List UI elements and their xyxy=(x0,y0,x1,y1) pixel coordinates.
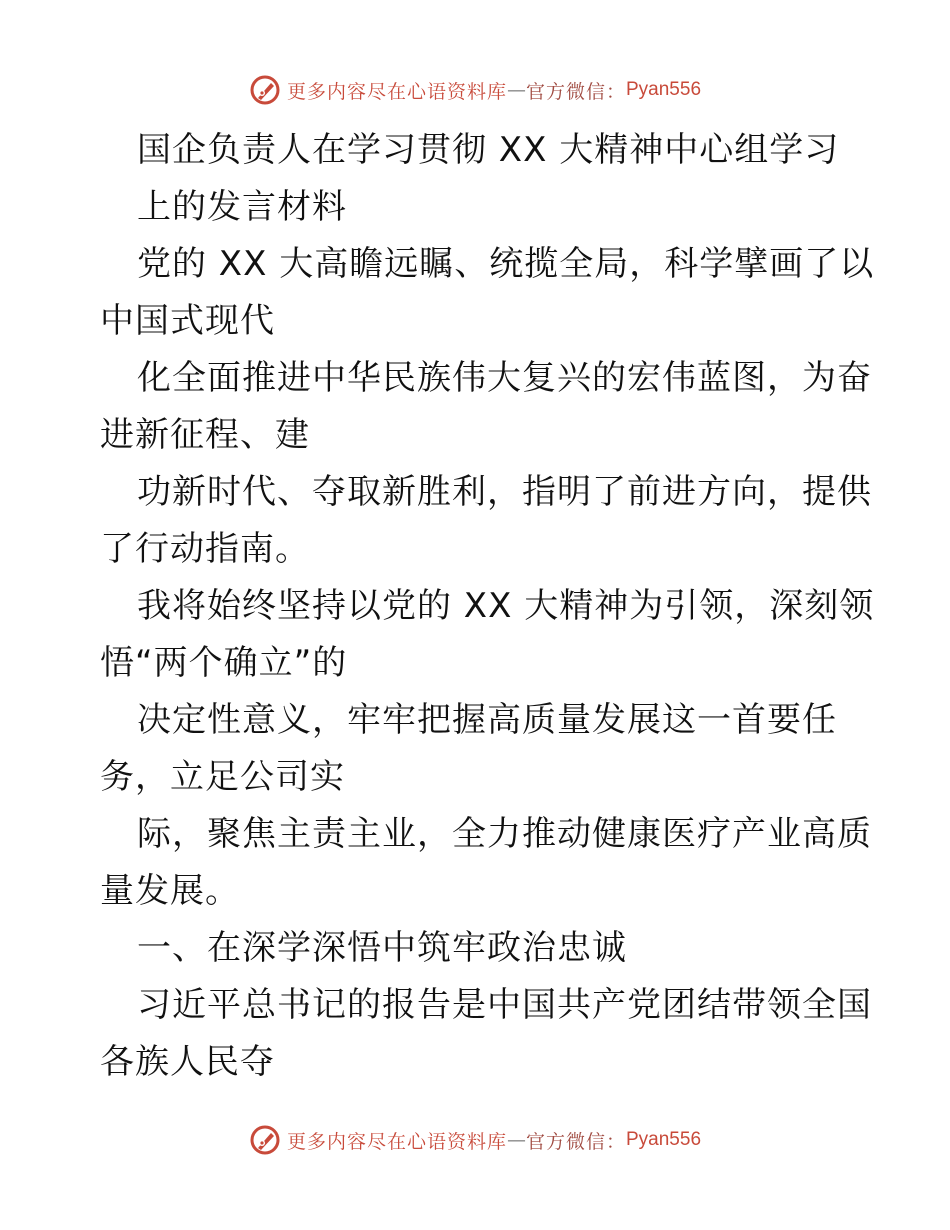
paragraph-line: 际，聚焦主责主业，全力推动健康医疗产业高质 xyxy=(137,814,872,854)
watermark-wechat-label: 官方微信： xyxy=(525,80,626,103)
header-watermark xyxy=(0,70,950,110)
paragraph-line: 各族人民夺 xyxy=(100,1042,275,1082)
footer-watermark xyxy=(0,1120,950,1160)
paragraph-line: 化全面推进中华民族伟大复兴的宏伟蓝图，为奋 xyxy=(137,358,872,398)
watermark-separator: — xyxy=(506,79,526,101)
paragraph-line: 我将始终坚持以党的 XX 大精神为引领，深刻领 xyxy=(137,586,875,626)
document-title-line-1: 国企负责人在学习贯彻 XX 大精神中心组学习 xyxy=(137,130,840,170)
watermark-separator: — xyxy=(506,1129,526,1151)
watermark-wechat-id: Pyan556 xyxy=(626,1129,702,1150)
paragraph-line: 进新征程、建 xyxy=(100,415,310,455)
paragraph-line: 悟“两个确立”的 xyxy=(100,643,348,683)
paragraph-line: 务，立足公司实 xyxy=(100,757,345,797)
quill-logo-icon xyxy=(249,74,281,106)
watermark-brand-text: 更多内容尽在心语资料库 xyxy=(286,1130,507,1153)
watermark-wechat-id: Pyan556 xyxy=(626,79,702,100)
paragraph-line: 功新时代、夺取新胜利，指明了前进方向，提供 xyxy=(137,472,872,512)
document-title-line-2: 上的发言材料 xyxy=(137,187,347,227)
section-heading: 一、在深学深悟中筑牢政治忠诚 xyxy=(137,928,627,968)
paragraph-line: 决定性意义，牢牢把握高质量发展这一首要任 xyxy=(137,700,837,740)
watermark-brand-text: 更多内容尽在心语资料库 xyxy=(286,80,507,103)
watermark-wechat-label: 官方微信： xyxy=(525,1130,626,1153)
paragraph-line: 习近平总书记的报告是中国共产党团结带领全国 xyxy=(137,985,872,1025)
paragraph-line: 量发展。 xyxy=(100,871,240,911)
paragraph-line: 了行动指南。 xyxy=(100,529,310,569)
document-body xyxy=(100,122,875,1091)
paragraph-line: 党的 XX 大高瞻远瞩、统揽全局，科学擘画了以 xyxy=(137,244,875,284)
paragraph-line: 中国式现代 xyxy=(100,301,275,341)
quill-logo-icon xyxy=(249,1124,281,1156)
